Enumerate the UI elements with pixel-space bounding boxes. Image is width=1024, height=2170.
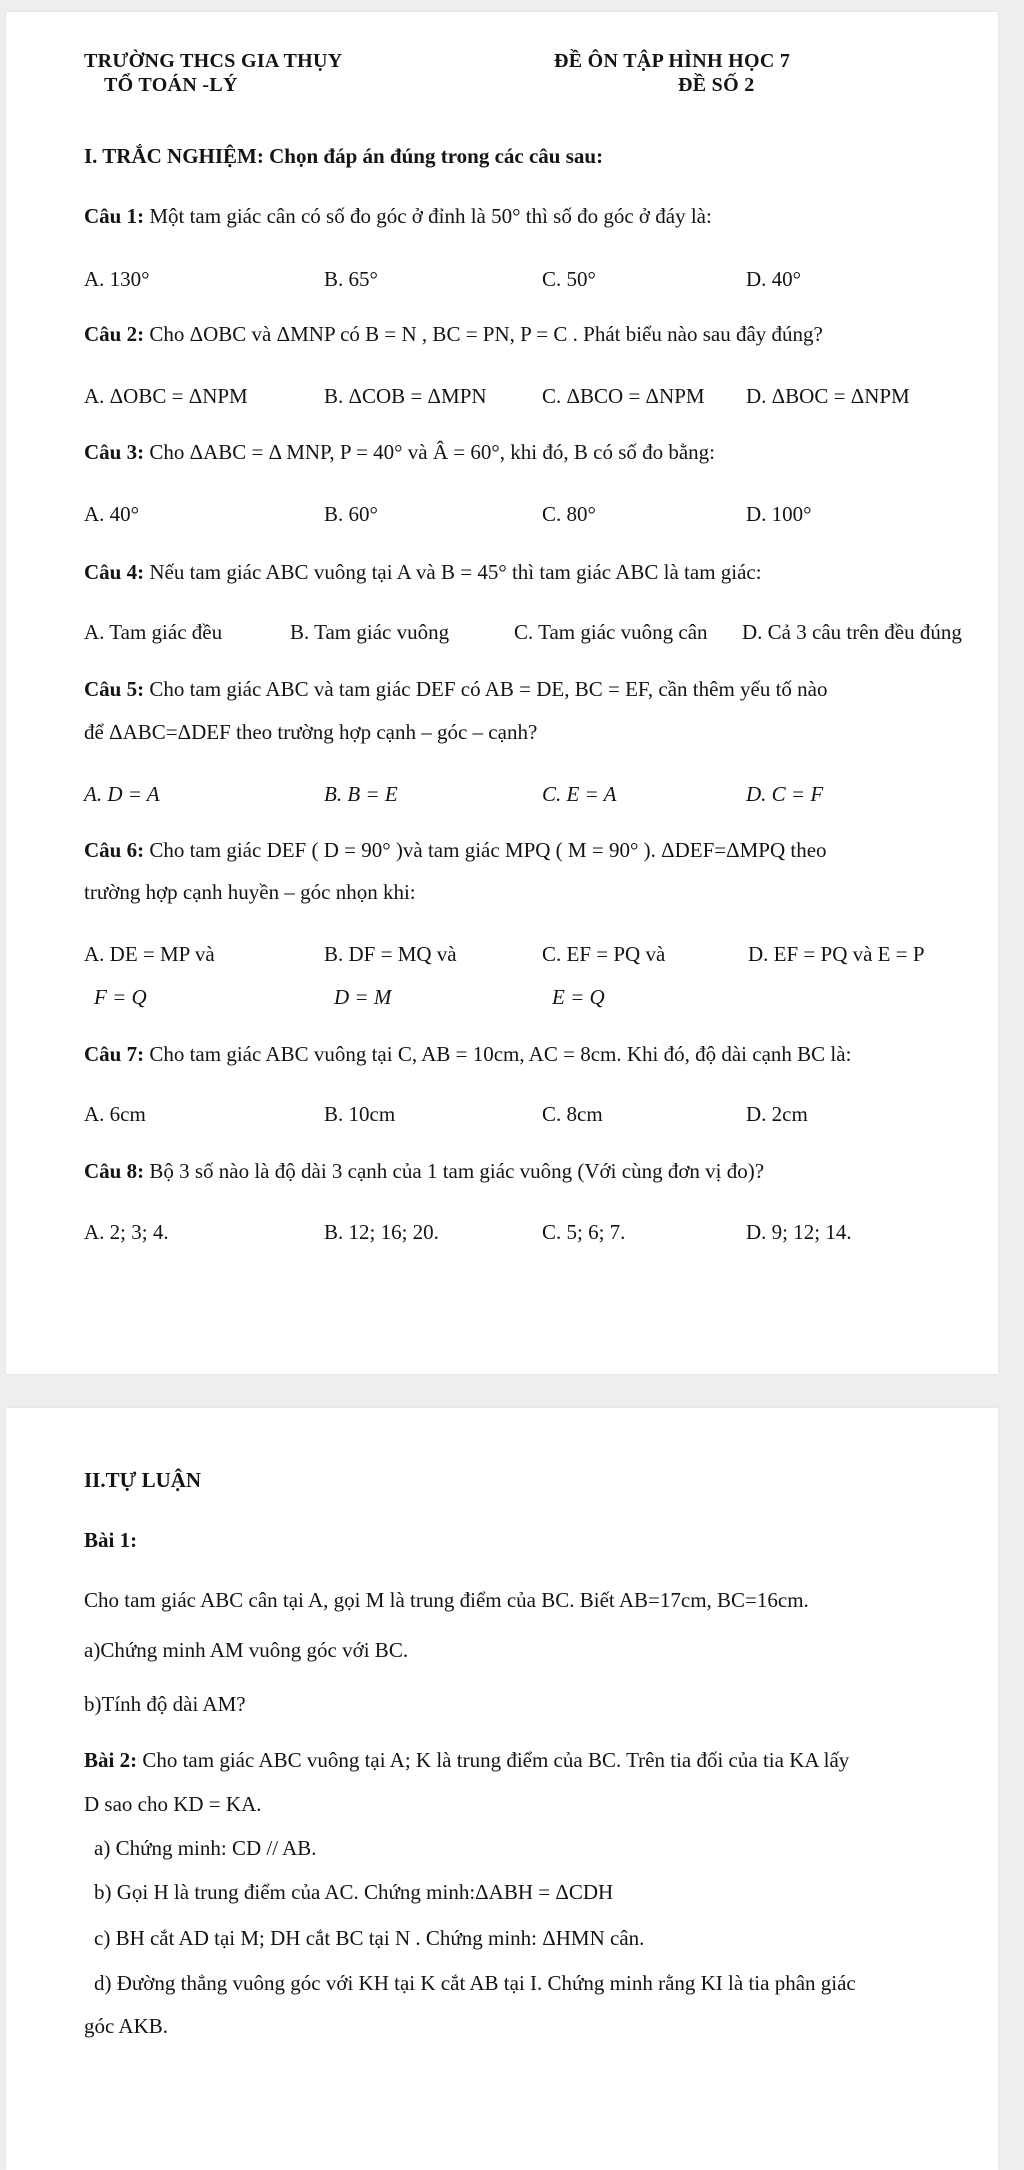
option-a[interactable]: A. 2; 3; 4. xyxy=(84,1220,169,1244)
option-c[interactable]: C. EF = PQ và xyxy=(542,942,666,966)
question-5-line-2: để ΔABC=ΔDEF theo trường hợp cạnh – góc – cạnh? xyxy=(84,720,538,744)
option-c-line-2: E = Q xyxy=(552,985,605,1009)
option-c[interactable]: C. E = A xyxy=(542,782,617,806)
option-d[interactable]: D. 2cm xyxy=(746,1102,808,1126)
question-text: Nếu tam giác ABC vuông tại A và B = 45° thì tam giác ABC là tam giác: xyxy=(149,560,762,584)
bai-2 xyxy=(84,1748,849,1773)
question-label: Câu 1: xyxy=(84,204,145,228)
option-a[interactable]: A. DE = MP và xyxy=(84,942,215,966)
question-label: Câu 4: xyxy=(84,560,145,584)
question-6-line-2: trường hợp cạnh huyền – góc nhọn khi: xyxy=(84,880,416,904)
option-d[interactable]: D. Cả 3 câu trên đều đúng xyxy=(742,620,962,644)
question-text: Cho ΔABC = Δ MNP, P = 40° và Â = 60°, khi đó, B có số đo bằng: xyxy=(149,440,716,464)
option-a-line-2: F = Q xyxy=(94,985,147,1009)
option-c[interactable]: C. 50° xyxy=(542,267,596,291)
option-b-line-2: D = M xyxy=(334,985,392,1009)
question-label: Câu 6: xyxy=(84,838,145,862)
question-label: Câu 5: xyxy=(84,677,145,701)
bai-2-part-d: d) Đường thẳng vuông góc với KH tại K cắt AB tại I. Chứng minh rằng KI là tia phân giác xyxy=(94,1971,856,1995)
option-d[interactable]: D. ΔBOC = ΔNPM xyxy=(746,384,910,408)
option-c[interactable]: C. 5; 6; 7. xyxy=(542,1220,626,1244)
question-label: Câu 2: xyxy=(84,322,145,346)
bai-2-part-c: c) BH cắt AD tại M; DH cắt BC tại N . Chứng minh: ΔHMN cân. xyxy=(94,1926,645,1950)
question-7 xyxy=(84,1042,851,1067)
question-text: Bộ 3 số nào là độ dài 3 cạnh của 1 tam giác vuông (Với cùng đơn vị đo)? xyxy=(149,1159,765,1183)
exam-title: ĐỀ ÔN TẬP HÌNH HỌC 7 xyxy=(554,50,791,72)
bai-1-text: Cho tam giác ABC cân tại A, gọi M là trung điểm của BC. Biết AB=17cm, BC=16cm. xyxy=(84,1588,809,1612)
option-b[interactable]: B. 12; 16; 20. xyxy=(324,1220,439,1244)
section-1-title: I. TRẮC NGHIỆM: Chọn đáp án đúng trong các câu sau: xyxy=(84,144,604,168)
question-label: Câu 8: xyxy=(84,1159,145,1183)
option-b[interactable]: B. ΔCOB = ΔMPN xyxy=(324,384,487,408)
school-name: TRƯỜNG THCS GIA THỤY xyxy=(84,50,343,72)
question-text: Một tam giác cân có số đo góc ở đỉnh là 50° thì số đo góc ở đáy là: xyxy=(149,204,712,228)
bai-1-label: Bài 1: xyxy=(84,1528,138,1552)
option-a[interactable]: A. Tam giác đều xyxy=(84,620,223,644)
bai-1-part-a: a)Chứng minh AM vuông góc với BC. xyxy=(84,1638,409,1662)
option-b[interactable]: B. 65° xyxy=(324,267,378,291)
option-c[interactable]: C. ΔBCO = ΔNPM xyxy=(542,384,705,408)
question-8 xyxy=(84,1159,764,1184)
worksheet-page-2 xyxy=(6,1408,998,2170)
bai-2-part-a: a) Chứng minh: CD // AB. xyxy=(94,1836,317,1860)
option-a[interactable]: A. D = A xyxy=(84,782,160,806)
option-b[interactable]: B. B = E xyxy=(324,782,398,806)
option-d[interactable]: D. EF = PQ và E = P xyxy=(748,942,925,966)
option-c[interactable]: C. 8cm xyxy=(542,1102,603,1126)
option-d[interactable]: D. C = F xyxy=(746,782,824,806)
question-6 xyxy=(84,838,827,863)
question-label: Câu 3: xyxy=(84,440,145,464)
exam-number: ĐỀ SỐ 2 xyxy=(678,74,755,96)
worksheet-page-1 xyxy=(6,12,998,1374)
question-2 xyxy=(84,322,823,347)
option-a[interactable]: A. 40° xyxy=(84,502,140,526)
bai-2-text-line-2: D sao cho KD = KA. xyxy=(84,1792,262,1816)
option-d[interactable]: D. 40° xyxy=(746,267,802,291)
question-label: Câu 7: xyxy=(84,1042,145,1066)
question-text: Cho tam giác DEF ( D = 90° )và tam giác MPQ ( M = 90° ). ΔDEF=ΔMPQ theo xyxy=(149,838,827,862)
question-text: Cho tam giác ABC và tam giác DEF có AB = DE, BC = EF, cần thêm yếu tố nào xyxy=(149,677,828,701)
bai-2-text: Cho tam giác ABC vuông tại A; K là trung điểm của BC. Trên tia đối của tia KA lấy xyxy=(142,1748,850,1772)
bai-2-part-b: b) Gọi H là trung điểm của AC. Chứng minh:ΔABH = ΔCDH xyxy=(94,1880,614,1904)
question-text: Cho ΔOBC và ΔMNP có B = N , BC = PN, P = C . Phát biểu nào sau đây đúng? xyxy=(149,322,823,346)
option-b[interactable]: B. 10cm xyxy=(324,1102,396,1126)
option-b[interactable]: B. Tam giác vuông xyxy=(290,620,450,644)
bai-1-part-b: b)Tính độ dài AM? xyxy=(84,1692,246,1716)
option-c[interactable]: C. Tam giác vuông cân xyxy=(514,620,708,644)
option-c[interactable]: C. 80° xyxy=(542,502,596,526)
section-2-title: II.TỰ LUẬN xyxy=(84,1468,202,1492)
bai-2-label: Bài 2: xyxy=(84,1748,138,1772)
option-d[interactable]: D. 9; 12; 14. xyxy=(746,1220,852,1244)
option-a[interactable]: A. ΔOBC = ΔNPM xyxy=(84,384,248,408)
question-1 xyxy=(84,204,712,229)
question-text: Cho tam giác ABC vuông tại C, AB = 10cm, AC = 8cm. Khi đó, độ dài cạnh BC là: xyxy=(149,1042,852,1066)
option-a[interactable]: A. 130° xyxy=(84,267,150,291)
option-d[interactable]: D. 100° xyxy=(746,502,812,526)
department-name: TỔ TOÁN -LÝ xyxy=(104,74,238,96)
option-b[interactable]: B. 60° xyxy=(324,502,378,526)
option-b[interactable]: B. DF = MQ và xyxy=(324,942,457,966)
question-4 xyxy=(84,560,762,585)
option-a[interactable]: A. 6cm xyxy=(84,1102,146,1126)
question-3 xyxy=(84,440,715,465)
bai-2-part-d-line-2: góc AKB. xyxy=(84,2014,168,2038)
question-5 xyxy=(84,677,828,702)
